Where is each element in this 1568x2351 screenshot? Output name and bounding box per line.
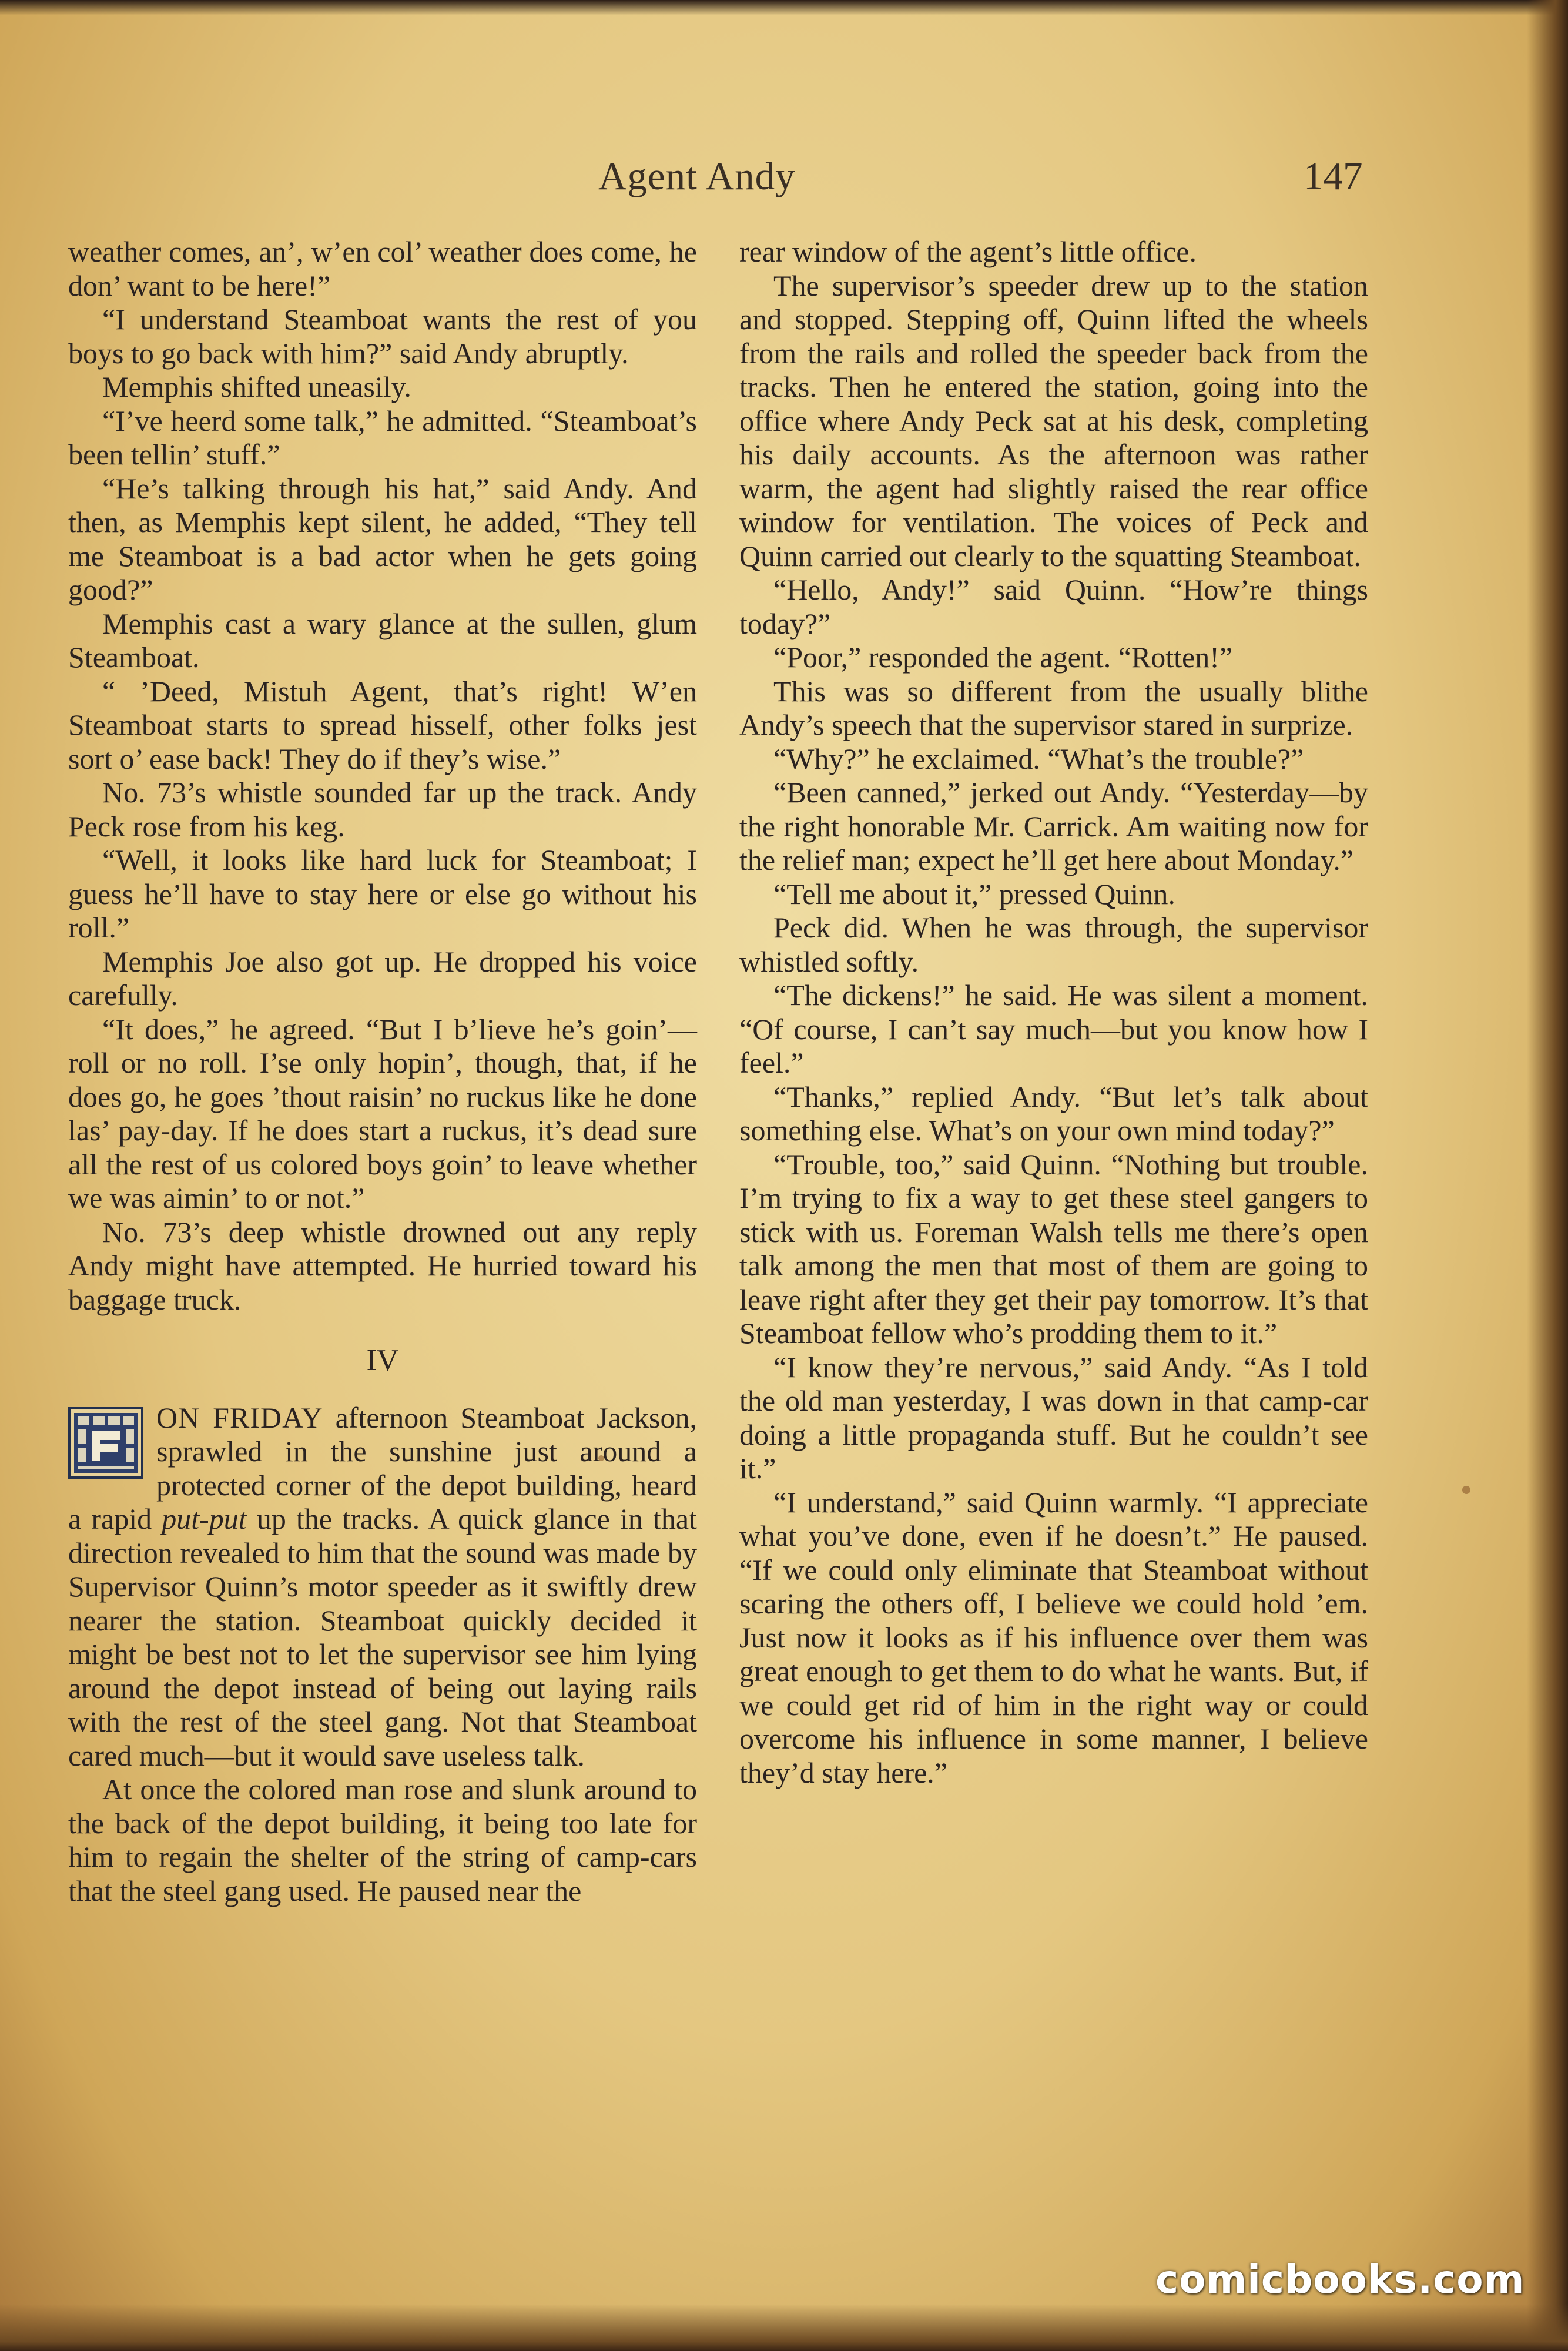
running-title: Agent Andy — [598, 155, 796, 198]
paragraph: Memphis cast a wary glance at the sullen, glum Steamboat. — [68, 607, 697, 674]
paragraph: Peck did. When he was through, the supervisor whistled softly. — [739, 911, 1368, 978]
paragraph: “It does,” he agreed. “But I b’lieve he’s goin’—roll or no roll. I’se only hopin’, though, that, if he does go, he goes ’thout raisin’ no ruckus like he done las’ pay-day. If he does start a ruckus, it’s dead sure all the rest of us colored boys goin’ to leave whether we was aimin’ to or not.” — [68, 1012, 697, 1214]
running-header — [0, 154, 1568, 207]
left-column — [68, 235, 697, 1908]
paragraph: rear window of the agent’s little office. — [739, 235, 1197, 268]
lead-caps: ON FRIDAY — [156, 1401, 323, 1434]
paragraph: The supervisor’s speeder drew up to the station and stopped. Stepping off, Quinn lifted the wheels from the rails and rolled the speeder back from the tracks. Then he entered the station, going into the office where Andy Peck sat at his desk, completing his daily accounts. As the afternoon was rather warm, the agent had slightly raised the rear office window for ventilation. The voices of Peck and Quinn carried out clearly to the squatting Steamboat. — [739, 269, 1368, 572]
paragraph: Memphis shifted uneasily. — [102, 370, 411, 403]
paragraph: At once the colored man rose and slunk around to the back of the depot building, it being too late for him to regain the shelter of the string of camp-cars that the steel gang used. He paused near the — [68, 1773, 697, 1907]
section-number: IV — [366, 1344, 399, 1377]
paragraph: “Been canned,” jerked out Andy. “Yesterday—by the right honorable Mr. Carrick. Am waiting now for the relief man; expect he’ll get here about Monday.” — [739, 776, 1368, 876]
paragraph: “I understand,” said Quinn warmly. “I appreciate what you’ve done, even if he doesn’t.” He paused. “If we could only eliminate that Steamboat without scaring the others off, I believe we could hold ’em. Just now it looks as if his influence over them was great enough to get them to do what he wants. But, if we could get rid of him in the right way or could overcome his influence in some manner, I believe they’d stay here.” — [739, 1485, 1368, 1789]
watermark: comicbooks.com — [1155, 2257, 1525, 2302]
paragraph: “Well, it looks like hard luck for Steamboat; I guess he’ll have to stay here or else go without his roll.” — [68, 843, 697, 944]
right-column — [739, 235, 1368, 1790]
section-lead — [68, 1401, 697, 1773]
top-edge — [0, 0, 1568, 15]
paragraph: This was so different from the usually blithe Andy’s speech that the supervisor stared in surprize. — [739, 674, 1368, 741]
lead-paragraph — [68, 1401, 697, 1773]
paragraph: Memphis Joe also got up. He dropped his voice carefully. — [68, 945, 697, 1012]
bottom-edge — [0, 2304, 1568, 2351]
right-edge — [1527, 0, 1568, 2351]
paragraph: No. 73’s whistle sounded far up the track. Andy Peck rose from his keg. — [68, 776, 697, 843]
lead-text: afternoon Steamboat Jackson, sprawled in the sunshine just around a protected corner of the depot building, heard a rapid — [68, 1401, 698, 1535]
lead-italic: put-put — [162, 1502, 247, 1535]
paragraph: “Hello, Andy!” said Quinn. “How’re things today?” — [739, 573, 1368, 640]
paper-speck — [1462, 1486, 1470, 1494]
paragraph: weather comes, an’, w’en col’ weather does come, he don’ want to be here!” — [68, 235, 697, 302]
paragraph: “Why?” he exclaimed. “What’s the trouble?” — [773, 742, 1304, 775]
paragraph: “ ’Deed, Mistuh Agent, that’s right! W’en Steamboat starts to spread hisself, other folks jest sort o’ ease back! They do if they’s wise.” — [68, 674, 697, 775]
paragraph: “The dickens!” he said. He was silent a moment. “Of course, I can’t say much—but you know how I feel.” — [739, 979, 1368, 1079]
paragraph: “I understand Steamboat wants the rest of you boys to go back with him?” said Andy abruptly. — [68, 303, 697, 370]
paragraph: “He’s talking through his hat,” said Andy. And then, as Memphis kept silent, he added, “They tell me Steamboat is a bad actor when he gets going good?” — [68, 471, 697, 606]
paragraph: “Poor,” responded the agent. “Rotten!” — [773, 641, 1233, 674]
paragraph: No. 73’s deep whistle drowned out any reply Andy might have attempted. He hurried toward his baggage truck. — [68, 1215, 697, 1316]
page-number: 147 — [1304, 155, 1363, 198]
lead-text-continued: up the tracks. A quick glance in that direction revealed to him that the sound was made by Supervisor Quinn’s motor speeder as it swiftly drew nearer the station. Steamboat quickly decided it might be best not to let the supervisor see him lying around the depot instead of being out laying rails with the rest of the steel gang. Not that Steamboat cared much—but it would save useless talk. — [68, 1502, 697, 1772]
paragraph: “Tell me about it,” pressed Quinn. — [773, 877, 1175, 910]
paragraph: “Thanks,” replied Andy. “But let’s talk about something else. What’s on your own mind today?” — [739, 1080, 1368, 1147]
paragraph: “I’ve heerd some talk,” he admitted. “Steamboat’s been tellin’ stuff.” — [68, 404, 697, 471]
paragraph: “Trouble, too,” said Quinn. “Nothing but trouble. I’m trying to fix a way to get these steel gangers to stick with us. Foreman Walsh tells me there’s open talk among the men that most of them are going to leave right after they get their pay tomorrow. It’s that Steamboat fellow who’s prodding them to it.” — [739, 1147, 1368, 1349]
paragraph: “I know they’re nervous,” said Andy. “As I told the old man yesterday, I was down in that camp-car doing a little propaganda stuff. But he couldn’t see it.” — [739, 1350, 1368, 1485]
ornamental-dropcap-icon — [68, 1407, 143, 1479]
